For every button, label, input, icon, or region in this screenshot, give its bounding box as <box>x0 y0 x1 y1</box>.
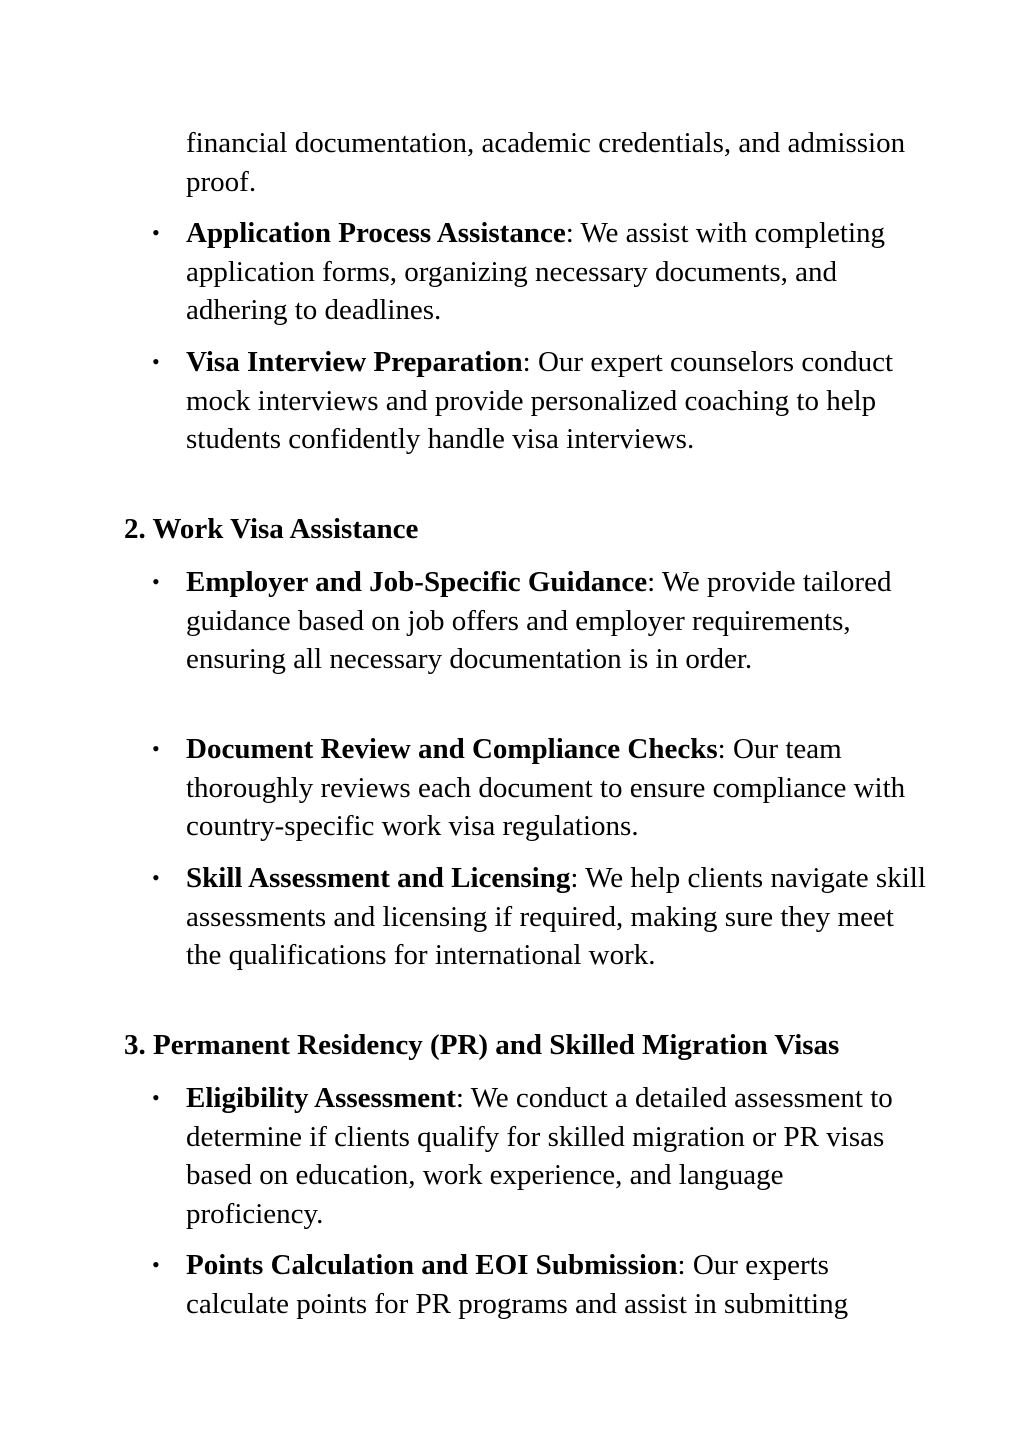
list-item-text: : Our experts calculate points for PR programs and assist in submitting <box>186 1249 849 1320</box>
list-item-text: : We conduct a detailed assessment to determine if clients qualify for skilled migration or PR visas based on education, work experience, and language proficiency. <box>186 1082 893 1230</box>
list-item <box>186 859 926 975</box>
bullet-icon: • <box>152 349 160 374</box>
list-item-term: Document Review and Compliance Checks <box>186 733 718 765</box>
continuation-paragraph <box>186 124 926 201</box>
list-item <box>186 730 926 846</box>
list-item-text: : We help clients navigate skill assessments and licensing if required, making sure they meet the qualifications for international work. <box>186 862 926 972</box>
list-item <box>186 1079 926 1233</box>
section-heading: 2. Work Visa Assistance <box>124 513 419 545</box>
list-item-text: : Our expert counselors conduct mock interviews and provide personalized coaching to help students confidently handle visa interviews. <box>186 346 894 456</box>
list-item-term: Application Process Assistance <box>186 217 566 249</box>
list-item <box>186 214 926 330</box>
list-item-term: Employer and Job-Specific Guidance <box>186 566 648 598</box>
list-item <box>186 563 926 679</box>
list-item <box>186 1246 926 1323</box>
list-item-text: : Our team thoroughly reviews each document to ensure compliance with country-specific work visa regulations. <box>186 733 906 843</box>
list-item-text: : We provide tailored guidance based on job offers and employer requirements, ensuring all necessary documentation is in order. <box>186 566 892 676</box>
list-item-term: Points Calculation and EOI Submission <box>186 1249 678 1281</box>
list-item-term: Eligibility Assessment <box>186 1082 456 1114</box>
list-item-text: : We assist with completing application forms, organizing necessary documents, and adhering to deadlines. <box>186 217 886 327</box>
list-item <box>186 343 926 459</box>
bullet-icon: • <box>152 1252 160 1277</box>
bullet-icon: • <box>152 1085 160 1110</box>
section-heading: 3. Permanent Residency (PR) and Skilled Migration Visas <box>124 1029 840 1061</box>
continuation-text: financial documentation, academic credentials, and admission proof. <box>186 127 906 198</box>
bullet-icon: • <box>152 220 160 245</box>
bullet-icon: • <box>152 736 160 761</box>
list-item-term: Skill Assessment and Licensing <box>186 862 571 894</box>
bullet-icon: • <box>152 865 160 890</box>
bullet-icon: • <box>152 569 160 594</box>
list-item-term: Visa Interview Preparation <box>186 346 523 378</box>
